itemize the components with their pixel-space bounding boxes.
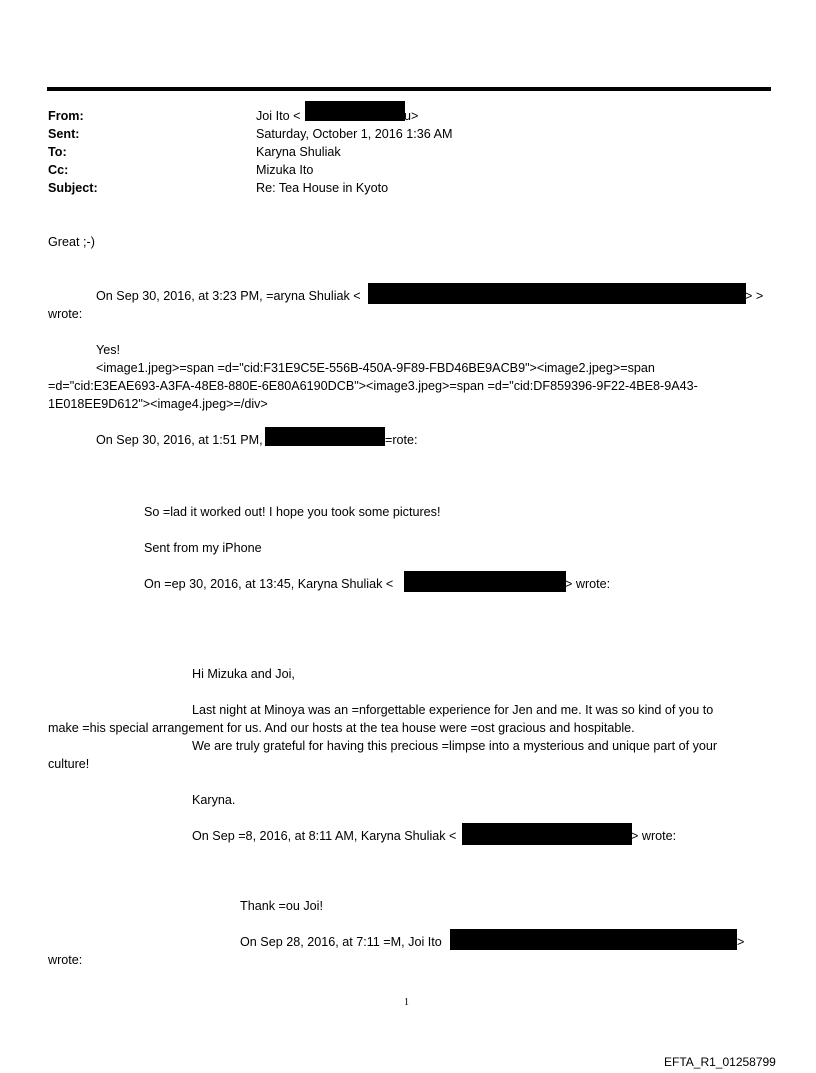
subject-label: Subject:: [48, 181, 98, 195]
sent-label: Sent:: [48, 127, 80, 141]
redaction-quote1-email: [368, 283, 746, 304]
quote2-attribution-end: =rote:: [385, 433, 418, 447]
redaction-quote5-email: [450, 929, 737, 950]
page-number: 1: [404, 997, 409, 1008]
paragraph1-line1: Last night at Minoya was an =nforgettable experience for Jen and me. It was so kind of you to: [192, 703, 714, 717]
redaction-quote3-email: [404, 571, 566, 592]
from-value-end: u>: [404, 109, 419, 123]
signoff: Karyna.: [192, 793, 236, 807]
sent-value: Saturday, October 1, 2016 1:36 AM: [256, 127, 453, 141]
yes-line: Yes!: [96, 343, 121, 357]
paragraph2-line2: culture!: [48, 757, 90, 771]
quote4-attribution-end: > wrote:: [631, 829, 677, 843]
to-value: Karyna Shuliak: [256, 145, 341, 159]
quote2-attribution: On Sep 30, 2016, at 1:51 PM,: [96, 433, 263, 447]
glad-line: So =lad it worked out! I hope you took some pictures!: [144, 505, 441, 519]
subject-value: Re: Tea House in Kyoto: [256, 181, 389, 195]
cc-value: Mizuka Ito: [256, 163, 314, 177]
header-rule: [47, 87, 771, 91]
quote1-attribution: On Sep 30, 2016, at 3:23 PM, =aryna Shuliak <: [96, 289, 361, 303]
quote5-attribution-end: >: [737, 935, 745, 949]
quote3-attribution-end: > wrote:: [565, 577, 611, 591]
image-line-3: 1E018EE9D612"><image4.jpeg>=/div>: [48, 397, 268, 411]
document-id: EFTA_R1_01258799: [664, 1055, 776, 1069]
sent-from-line: Sent from my iPhone: [144, 541, 262, 555]
thanks-line: Thank =ou Joi!: [240, 899, 323, 913]
to-label: To:: [48, 145, 67, 159]
hi-line: Hi Mizuka and Joi,: [192, 667, 295, 681]
redaction-from-email: [305, 101, 405, 121]
quote3-attribution: On =ep 30, 2016, at 13:45, Karyna Shuliak <: [144, 577, 394, 591]
quote1-attribution-end: > >: [745, 289, 764, 303]
greeting: Great ;-): [48, 235, 95, 249]
from-value-start: Joi Ito <: [256, 109, 301, 123]
image-line-2: =d="cid:E3EAE693-A3FA-48E8-880E-6E80A6190DCB"><image3.jpeg>=span =d="cid:DF859396-9F22-4BE8-9A43-: [48, 379, 698, 393]
paragraph1-line2: make =his special arrangement for us. And our hosts at the tea house were =ost gracious and hospitable.: [48, 721, 635, 735]
quote5-wrote: wrote:: [48, 953, 83, 967]
redaction-quote4-email: [462, 823, 632, 845]
cc-label: Cc:: [48, 163, 69, 177]
quote5-attribution: On Sep 28, 2016, at 7:11 =M, Joi Ito: [240, 935, 442, 949]
redaction-quote2-email: [265, 427, 385, 446]
paragraph2-line1: We are truly grateful for having this precious =limpse into a mysterious and unique part of your: [192, 739, 718, 753]
quote1-wrote: wrote:: [48, 307, 83, 321]
image-line-1: <image1.jpeg>=span =d="cid:F31E9C5E-556B-450A-9F89-FBD46BE9ACB9"><image2.jpeg>=span: [96, 361, 655, 375]
quote4-attribution: On Sep =8, 2016, at 8:11 AM, Karyna Shuliak <: [192, 829, 457, 843]
from-label: From:: [48, 109, 84, 123]
